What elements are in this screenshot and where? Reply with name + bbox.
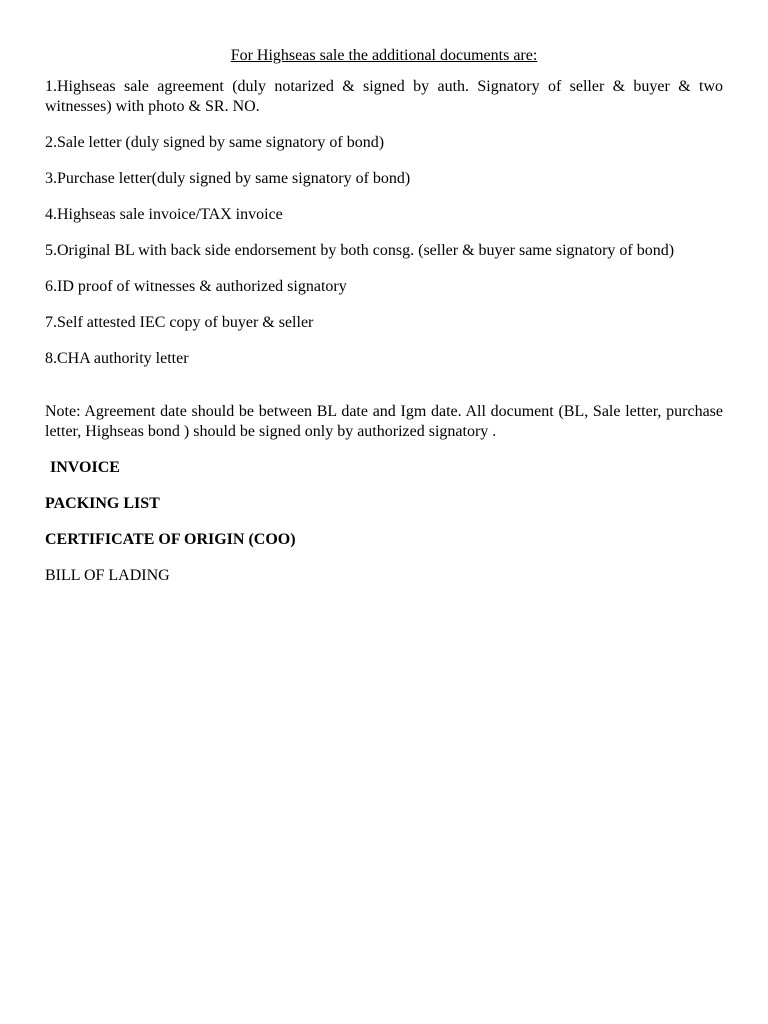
- bill-of-lading-heading: BILL OF LADING: [45, 567, 170, 584]
- list-item: 4.Highseas sale invoice/TAX invoice: [45, 206, 283, 223]
- list-item: 8.CHA authority letter: [45, 350, 189, 367]
- document-title: For Highseas sale the additional documents are:: [230, 47, 538, 64]
- packing-list-heading: PACKING LIST: [45, 495, 160, 512]
- required-documents-list: [45, 77, 723, 369]
- list-item: 5.Original BL with back side endorsement by both consg. (seller & buyer same signatory of bond): [45, 242, 675, 259]
- certificate-of-origin-heading: CERTIFICATE OF ORIGIN (COO): [45, 531, 296, 548]
- list-item: 7.Self attested IEC copy of buyer & seller: [45, 314, 314, 331]
- list-item: 6.ID proof of witnesses & authorized signatory: [45, 278, 347, 295]
- list-item: 3.Purchase letter(duly signed by same signatory of bond): [45, 170, 411, 187]
- list-item: 2.Sale letter (duly signed by same signatory of bond): [45, 134, 385, 151]
- invoice-heading: INVOICE: [50, 459, 120, 476]
- agreement-note: Note: Agreement date should be between BL date and Igm date. All document (BL, Sale letter, purchase letter, Highseas bond ) should be signed only by authorized signatory .: [45, 403, 723, 440]
- list-item: 1.Highseas sale agreement (duly notarized & signed by auth. Signatory of seller & buyer & two witnesses) with photo & SR. NO.: [45, 78, 723, 115]
